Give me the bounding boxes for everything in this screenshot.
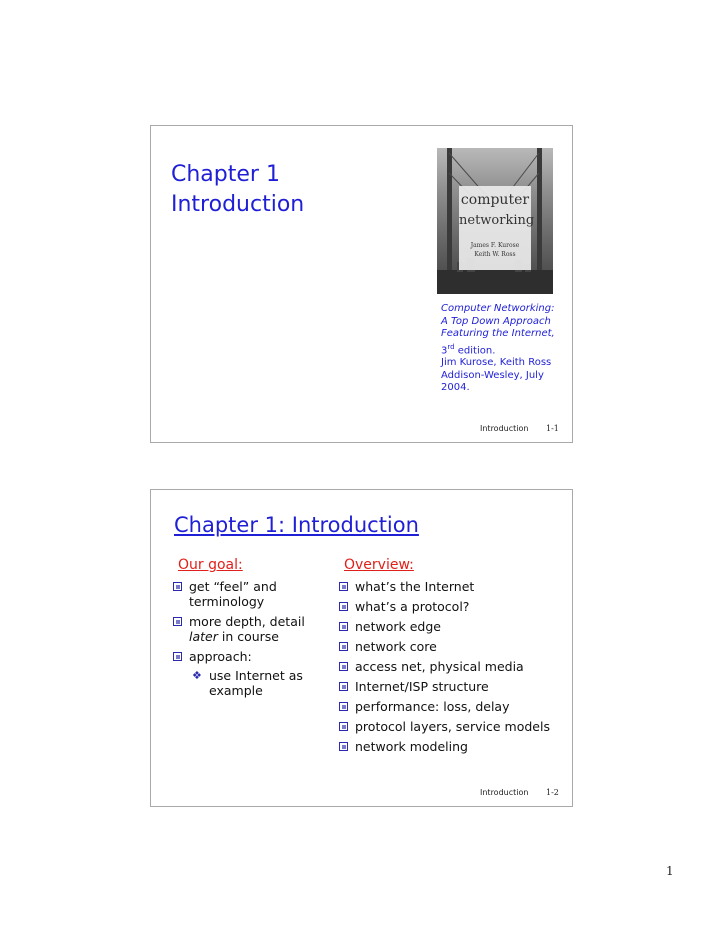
- cover-authors-line-1: James F. Kurose: [470, 242, 520, 249]
- checkbox-bullet-icon: [339, 622, 348, 631]
- goal-item-line: terminology: [189, 594, 265, 609]
- overview-item-text: what’s a protocol?: [355, 599, 470, 614]
- goal-item-line: get “feel” and: [189, 579, 277, 594]
- cover-title-panel: [459, 186, 535, 270]
- checkbox-bullet-icon: [339, 642, 348, 651]
- overview-item: [338, 739, 570, 754]
- overview-item: [338, 699, 570, 714]
- caption-authors: Jim Kurose, Keith Ross: [441, 357, 552, 369]
- overview-list: [338, 579, 570, 759]
- overview-item-text: protocol layers, service models: [355, 719, 550, 734]
- footer-title: Introduction: [480, 788, 529, 797]
- diamond-bullet-icon: ❖: [192, 669, 202, 682]
- goal-item: [172, 649, 322, 664]
- overview-item-text: what’s the Internet: [355, 579, 475, 594]
- footer-title: Introduction: [480, 424, 529, 433]
- book-cover-image: [437, 148, 553, 294]
- checkbox-bullet-icon: [173, 652, 182, 661]
- slide-2-title: Chapter 1: Introduction: [174, 513, 419, 537]
- cover-title-line-2: networking: [459, 213, 535, 228]
- book-caption: [441, 303, 559, 395]
- overview-item: [338, 599, 570, 614]
- overview-item-text: network edge: [355, 619, 441, 634]
- caption-publisher-line: 2004.: [441, 382, 470, 394]
- caption-title-line: Computer Networking:: [441, 303, 555, 314]
- caption-edition: [441, 341, 559, 358]
- checkbox-bullet-icon: [339, 742, 348, 751]
- edition-text: edition.: [454, 344, 496, 356]
- overview-item: [338, 579, 570, 594]
- slide-2: [150, 489, 573, 807]
- page-number: 1: [666, 864, 674, 878]
- overview-item-text: access net, physical media: [355, 659, 524, 674]
- overview-item-text: network core: [355, 639, 437, 654]
- goal-subitem-line: use Internet as: [209, 668, 303, 683]
- footer-slide-number: 1-2: [546, 788, 559, 797]
- checkbox-bullet-icon: [339, 682, 348, 691]
- caption-publisher-line: Addison-Wesley, July: [441, 369, 544, 381]
- checkbox-bullet-icon: [339, 702, 348, 711]
- checkbox-bullet-icon: [339, 582, 348, 591]
- checkbox-bullet-icon: [173, 617, 182, 626]
- cover-authors-line-2: Keith W. Ross: [474, 251, 516, 258]
- caption-title-line: A Top Down Approach: [441, 315, 551, 327]
- goal-item: [172, 579, 322, 609]
- goal-item-line: approach:: [189, 649, 252, 664]
- goal-list: [172, 579, 322, 698]
- goal-item-line: more depth, detail: [189, 614, 305, 629]
- overview-item: [338, 679, 570, 694]
- goal-item-text: in course: [217, 629, 280, 644]
- goal-item-line: [189, 629, 322, 644]
- emphasis-later: later: [189, 629, 218, 644]
- checkbox-bullet-icon: [339, 602, 348, 611]
- overview-item-text: performance: loss, delay: [355, 699, 510, 714]
- overview-heading: Overview:: [344, 557, 414, 573]
- checkbox-bullet-icon: [173, 582, 182, 591]
- slide-1-title: [171, 160, 304, 220]
- overview-item-text: Internet/ISP structure: [355, 679, 489, 694]
- goal-subitem: [172, 668, 322, 698]
- overview-item-text: network modeling: [355, 739, 468, 754]
- overview-item: [338, 619, 570, 634]
- goal-heading: Our goal:: [178, 557, 243, 573]
- edition-suffix: rd: [447, 342, 455, 351]
- title-line-1: Chapter 1: [171, 162, 280, 187]
- checkbox-bullet-icon: [339, 722, 348, 731]
- overview-item: [338, 659, 570, 674]
- goal-subitem-line: example: [209, 683, 263, 698]
- goal-item: [172, 614, 322, 644]
- overview-item: [338, 719, 570, 734]
- caption-title-line: Featuring the Internet,: [441, 328, 555, 339]
- slide-1: [150, 125, 573, 443]
- title-line-2: Introduction: [171, 192, 305, 217]
- footer-slide-number: 1-1: [546, 424, 559, 433]
- cover-title-line-1: computer: [460, 192, 530, 208]
- edition-number: 3: [441, 344, 448, 356]
- checkbox-bullet-icon: [339, 662, 348, 671]
- overview-item: [338, 639, 570, 654]
